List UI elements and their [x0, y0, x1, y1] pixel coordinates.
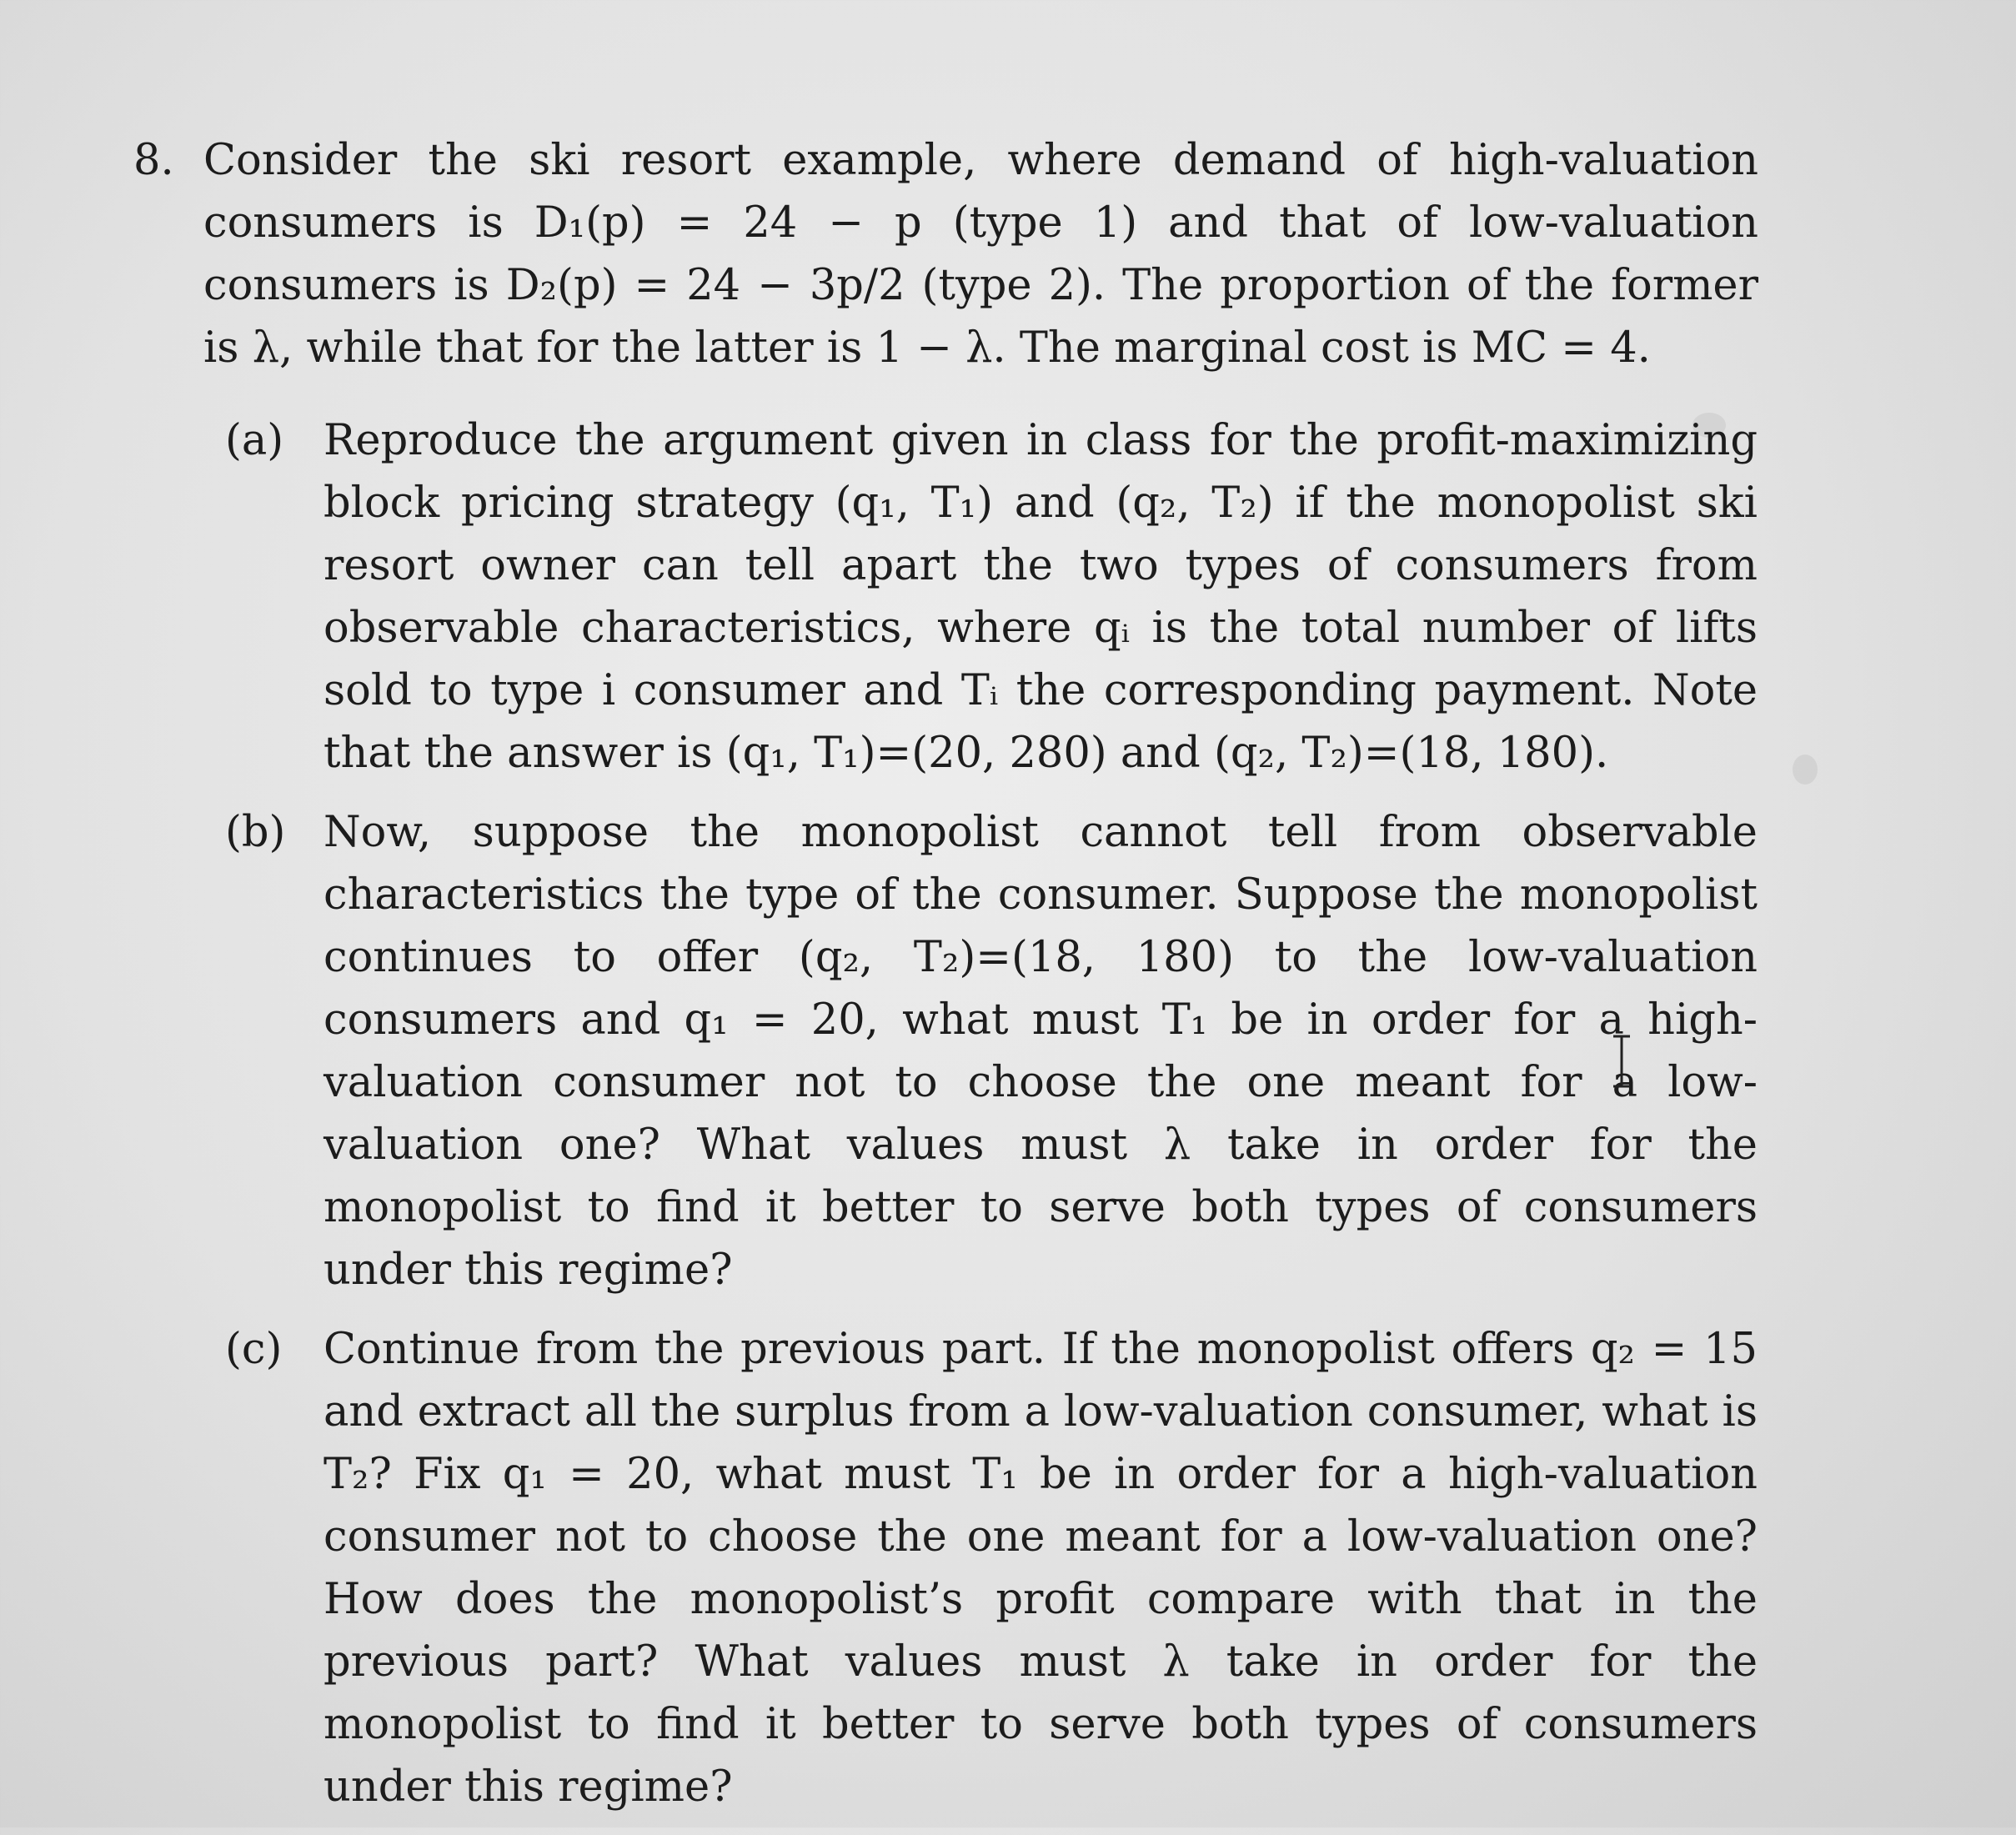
problem-stem: Consider the ski resort example, where demand of high-valuation consumers is D₁(p) = 24 − p (type 1) and that of low-valuation consumers is D₂(p) = 24 − 3p/2 (type 2). The proportion of the former is λ, while that for the latter is 1 − λ. The marginal cost is MC = 4.	[203, 136, 1758, 373]
part-c	[225, 1318, 1851, 1818]
problem-8	[133, 129, 1851, 1835]
part-b	[225, 801, 1851, 1301]
problem-parts	[225, 409, 1851, 1818]
part-label: (b)	[225, 808, 286, 857]
part-text: Continue from the previous part. If the monopolist offers q₂ = 15 and extract all the surplus from a low-valuation consumer, what is T₂? Fix q₁ = 20, what must T₁ be in order for a high-valuation consumer not to choose the one meant for a low-valuation one? How does the monopolist’s profit compare with that in the previous part? What values must λ take in order for the monopolist to find it better to serve both types of consumers under this regime?	[323, 1325, 1758, 1812]
part-label: (a)	[225, 416, 284, 465]
problem-number: 8.	[133, 136, 174, 185]
text-cursor-icon	[1611, 1034, 1632, 1089]
part-text: Now, suppose the monopolist cannot tell from observable characteristics the type of the consumer. Suppose the monopolist continues to offer (q₂, T₂)=(18, 180) to the low-valuation consumers and q₁ = 20, what must T₁ be in order for a high-valuation consumer not to choose the one meant for a low-valuation one? What values must λ take in order for the monopolist to find it better to serve both types of consumers under this regime?	[323, 808, 1758, 1295]
part-text: Reproduce the argument given in class for the profit-maximizing block pricing strategy (q₁, T₁) and (q₂, T₂) if the monopolist ski resort owner can tell apart the two types of consumers from observable characteristics, where qᵢ is the total number of lifts sold to type i consumer and Tᵢ the corresponding payment. Note that the answer is (q₁, T₁)=(20, 280) and (q₂, T₂)=(18, 180).	[323, 416, 1758, 778]
part-a	[225, 409, 1851, 785]
part-label: (c)	[225, 1325, 283, 1374]
problem-header	[133, 129, 1851, 379]
